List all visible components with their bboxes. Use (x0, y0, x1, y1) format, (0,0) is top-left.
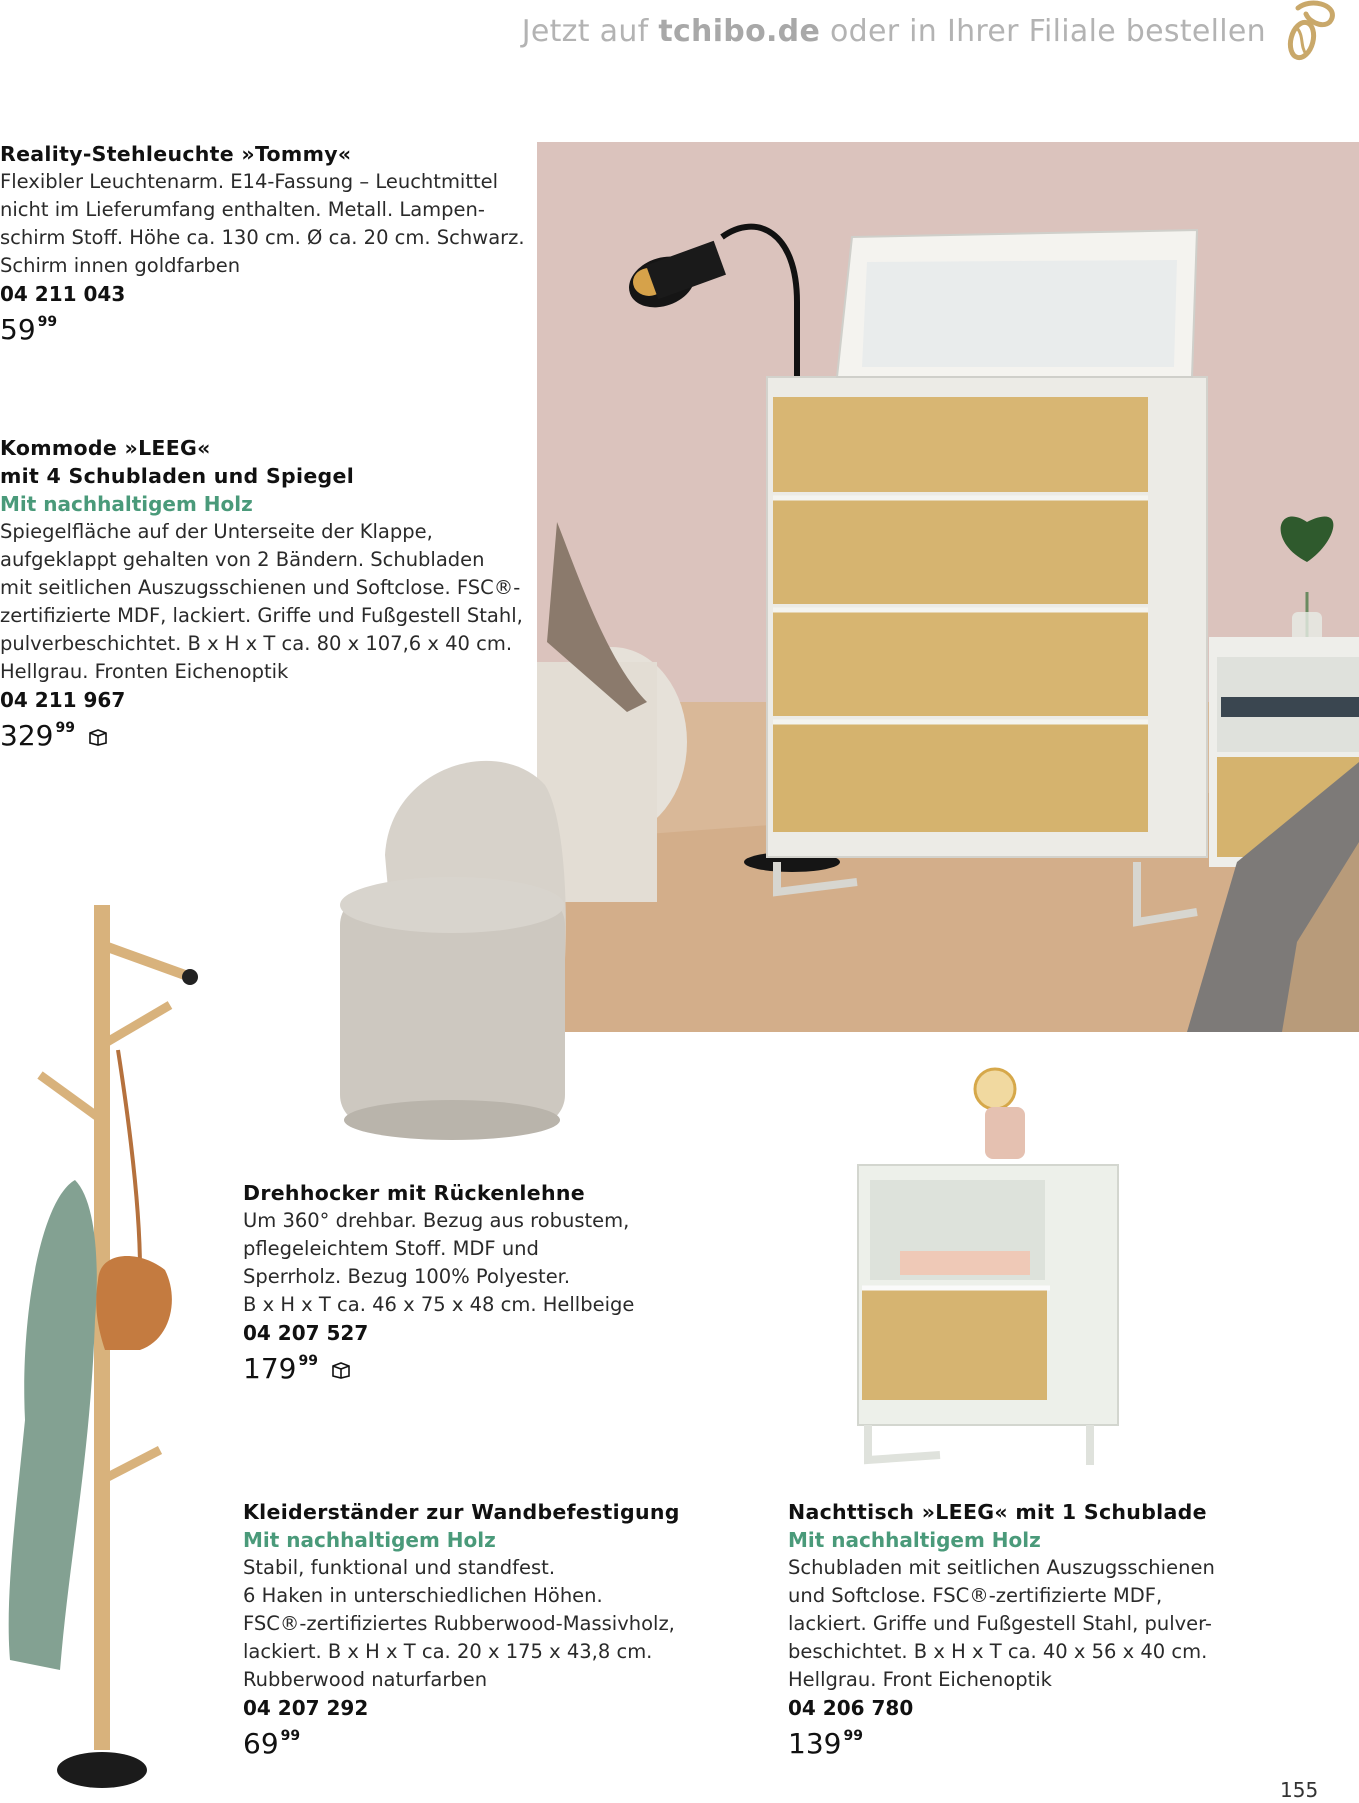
dresser-description: Spiegelfläche auf der Unterseite der Klappe, aufgeklappt gehalten von 2 Bändern. Schubladen mit seitlichen Auszugsschienen und Softclose. FSC®- zertifizierte MDF, lackiert. Griffe und Fußgestell Stahl, pulverbeschichtet. B x H x T ca. 80 x 107,6 x 40 cm. Hellgrau. Fronten Eichenoptik (0, 520, 523, 683)
stool-sku: 04 207 527 (243, 1321, 369, 1345)
stool-title: Drehhocker mit Rückenlehne (243, 1181, 585, 1205)
dresser-price (0, 720, 530, 752)
package-icon (87, 728, 109, 746)
dresser-price-cents: 99 (55, 720, 75, 736)
coatrack-price (243, 1728, 763, 1760)
lamp-sku: 04 211 043 (0, 282, 126, 306)
lamp-description: Flexibler Leuchtenarm. E14-Fassung – Leuchtmittel nicht im Lieferumfang enthalten. Metall. Lampen- schirm Stoff. Höhe ca. 130 cm. Ø ca. 20 cm. Schwarz. Schirm innen goldfarben (0, 170, 525, 277)
lamp-price (0, 314, 530, 346)
coat-rack-photo (0, 900, 205, 1803)
header-site-link[interactable]: tchibo.de (658, 14, 821, 49)
header-text-before: Jetzt auf (521, 14, 659, 49)
dresser-title-line2: mit 4 Schubladen und Spiegel (0, 464, 355, 488)
nightstand-price-cents: 99 (843, 1728, 863, 1744)
package-icon (330, 1361, 352, 1379)
nightstand-sku: 04 206 780 (788, 1696, 914, 1720)
nightstand-price (788, 1728, 1328, 1760)
coatrack-title: Kleiderständer zur Wandbefestigung (243, 1500, 680, 1524)
dresser-sku: 04 211 967 (0, 688, 126, 712)
stool-price (243, 1353, 703, 1385)
coatrack-eco-label: Mit nachhaltigem Holz (243, 1528, 496, 1552)
coatrack-description: Stabil, funktional und standfest. 6 Haken in unterschiedlichen Höhen. FSC®-zertifiziertes Rubberwood-Massivholz, lackiert. B x H x T ca. 20 x 175 x 43,8 cm. Rubberwood naturfarben (243, 1556, 675, 1691)
bedroom-scene-photo (537, 142, 1359, 1032)
product-dresser (0, 434, 530, 752)
dresser-eco-label: Mit nachhaltigem Holz (0, 492, 253, 516)
dresser-title-line1: Kommode »LEEG« (0, 436, 211, 460)
product-lamp (0, 140, 530, 346)
nightstand-photo (840, 1065, 1160, 1465)
stool-price-main: 179 (243, 1352, 297, 1385)
lamp-price-main: 59 (0, 313, 36, 346)
coatrack-price-cents: 99 (280, 1728, 301, 1744)
lamp-title: Reality-Stehleuchte »Tommy« (0, 142, 352, 166)
product-coatrack (243, 1498, 763, 1760)
page-number: 155 (1280, 1778, 1319, 1802)
stool-price-cents: 99 (298, 1353, 318, 1369)
lamp-price-cents: 99 (37, 314, 58, 330)
coatrack-sku: 04 207 292 (243, 1696, 369, 1720)
coatrack-price-main: 69 (243, 1727, 279, 1760)
swivel-stool-photo (330, 745, 585, 1150)
nightstand-eco-label: Mit nachhaltigem Holz (788, 1528, 1041, 1552)
dresser-price-main: 329 (0, 719, 54, 752)
stool-description: Um 360° drehbar. Bezug aus robustem, pflegeleichtem Stoff. MDF und Sperrholz. Bezug 100% Polyester. B x H x T ca. 46 x 75 x 48 cm. Hellbeige (243, 1209, 635, 1316)
nightstand-description: Schubladen mit seitlichen Auszugsschienen und Softclose. FSC®-zertifizierte MDF, lackiert. Griffe und Fußgestell Stahl, pulver- beschichtet. B x H x T ca. 40 x 56 x 40 cm. Hellgrau. Front Eichenoptik (788, 1556, 1215, 1691)
tchibo-bean-logo-icon (1280, 0, 1340, 62)
nightstand-title: Nachttisch »LEEG« mit 1 Schublade (788, 1500, 1207, 1524)
header-text-after: oder in Ihrer Filiale bestellen (820, 14, 1266, 49)
header-tagline (0, 14, 1266, 49)
product-nightstand (788, 1498, 1328, 1760)
product-stool (243, 1179, 703, 1385)
nightstand-price-main: 139 (788, 1727, 842, 1760)
